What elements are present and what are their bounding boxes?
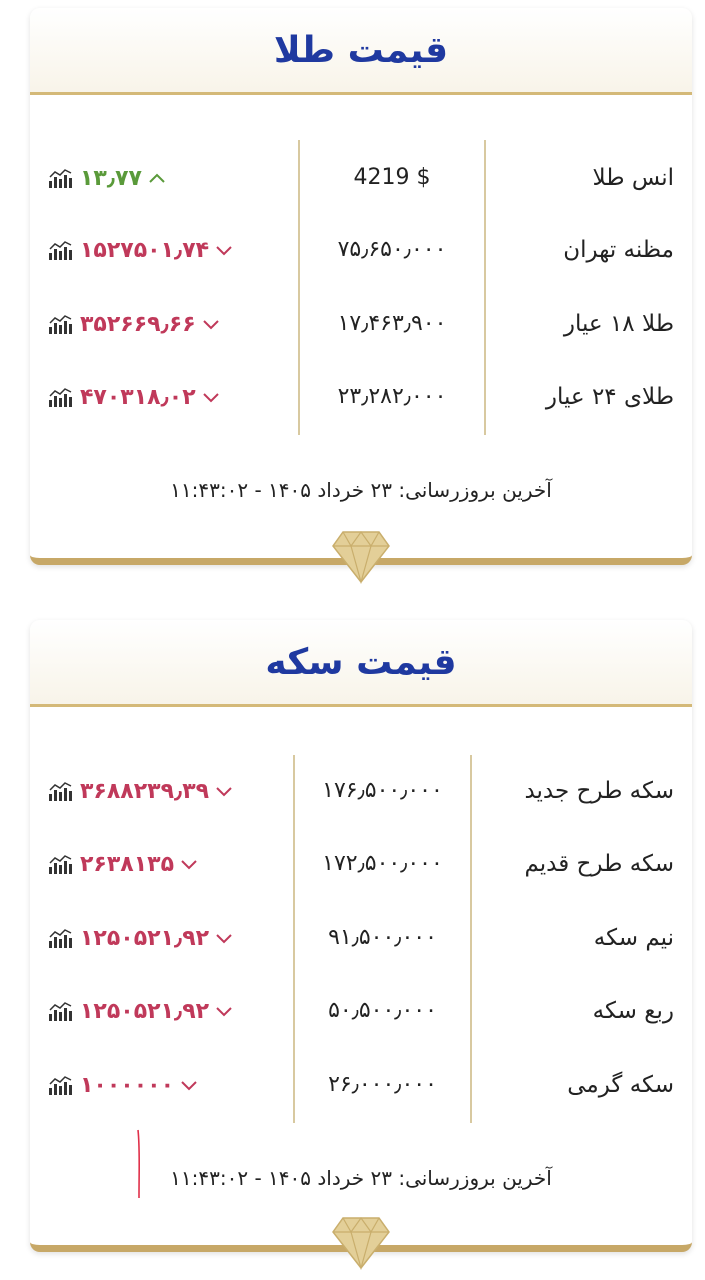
chevron-down-icon — [202, 391, 220, 403]
price-row — [30, 991, 692, 1031]
item-change — [48, 1065, 198, 1105]
item-name: سکه طرح قدیم — [524, 851, 674, 877]
item-name: ربع سکه — [592, 998, 674, 1024]
change-value: ۴۷۰۳۱۸٫۰۲ — [80, 384, 196, 410]
chevron-down-icon — [215, 932, 233, 944]
item-price: ۵۰٫۵۰۰٫۰۰۰ — [328, 998, 437, 1023]
price-row — [30, 771, 692, 811]
bar-chart-icon[interactable] — [48, 927, 74, 949]
item-change — [48, 771, 233, 811]
item-change — [48, 991, 233, 1031]
price-row — [30, 304, 692, 344]
bar-chart-icon[interactable] — [48, 1000, 74, 1022]
item-price: ۷۵٫۶۵۰٫۰۰۰ — [337, 237, 447, 262]
item-change — [48, 230, 233, 270]
coin-card-header — [30, 620, 692, 707]
price-row — [30, 844, 692, 884]
bar-chart-icon[interactable] — [48, 313, 74, 335]
coin-card-title: قیمت سکه — [265, 641, 457, 683]
change-value: ۱۰۰۰۰۰۰ — [80, 1072, 174, 1098]
item-name: طلای ۲۴ عیار — [545, 384, 674, 410]
item-name: سکه گرمی — [567, 1072, 674, 1098]
price-row — [30, 230, 692, 270]
bar-chart-icon[interactable] — [48, 239, 74, 261]
change-value: ۳۶۸۸۲۳۹٫۳۹ — [80, 778, 210, 804]
change-value: ۱۲۵۰۵۲۱٫۹۲ — [80, 925, 210, 951]
bar-chart-icon[interactable] — [48, 386, 74, 408]
gold-price-card — [30, 8, 692, 565]
chevron-down-icon — [215, 785, 233, 797]
chevron-down-icon — [215, 244, 233, 256]
chevron-down-icon — [180, 1079, 198, 1091]
gold-card-title: قیمت طلا — [273, 29, 449, 71]
change-value: ۱۲۵۰۵۲۱٫۹۲ — [80, 998, 210, 1024]
item-price: ۱۷۶٫۵۰۰٫۰۰۰ — [322, 778, 443, 803]
gold-card-header — [30, 8, 692, 95]
bar-chart-icon[interactable] — [48, 853, 74, 875]
item-price: 4219 $ — [353, 165, 431, 190]
chevron-down-icon — [180, 858, 198, 870]
bar-chart-icon[interactable] — [48, 1074, 74, 1096]
price-row — [30, 158, 692, 198]
item-price: ۱۷٫۴۶۳٫۹۰۰ — [337, 311, 447, 336]
item-name: سکه طرح جدید — [524, 778, 674, 804]
price-row — [30, 1065, 692, 1105]
item-name: مظنه تهران — [563, 237, 674, 263]
item-name: انس طلا — [592, 165, 674, 191]
red-annotation-mark — [136, 1128, 142, 1200]
diamond-icon — [331, 1214, 391, 1270]
chevron-up-icon — [148, 172, 166, 184]
chevron-down-icon — [202, 318, 220, 330]
change-value: ۱۳٫۷۷ — [80, 165, 142, 191]
item-price: ۹۱٫۵۰۰٫۰۰۰ — [328, 925, 437, 950]
change-value: ۱۵۲۷۵۰۱٫۷۴ — [80, 237, 210, 263]
diamond-icon — [331, 528, 391, 584]
price-row — [30, 918, 692, 958]
item-change — [48, 844, 198, 884]
chevron-down-icon — [215, 1005, 233, 1017]
last-updated: آخرین بروزرسانی: ۲۳ خرداد ۱۴۰۵ - ۱۱:۴۳:۰۲ — [170, 1166, 552, 1190]
item-name: طلا ۱۸ عیار — [563, 311, 674, 337]
coin-price-card — [30, 620, 692, 1252]
item-change — [48, 304, 220, 344]
price-row — [30, 377, 692, 417]
change-value: ۲۶۳۸۱۳۵ — [80, 851, 174, 877]
item-price: ۲۶٫۰۰۰٫۰۰۰ — [328, 1072, 437, 1097]
item-price: ۲۳٫۲۸۲٫۰۰۰ — [337, 384, 447, 409]
item-price: ۱۷۲٫۵۰۰٫۰۰۰ — [322, 851, 443, 876]
bar-chart-icon[interactable] — [48, 780, 74, 802]
bar-chart-icon[interactable] — [48, 167, 74, 189]
item-name: نیم سکه — [593, 925, 674, 951]
last-updated: آخرین بروزرسانی: ۲۳ خرداد ۱۴۰۵ - ۱۱:۴۳:۰۲ — [170, 478, 552, 502]
item-change — [48, 918, 233, 958]
item-change — [48, 377, 220, 417]
change-value: ۳۵۲۶۶۹٫۶۶ — [80, 311, 196, 337]
item-change — [48, 158, 166, 198]
